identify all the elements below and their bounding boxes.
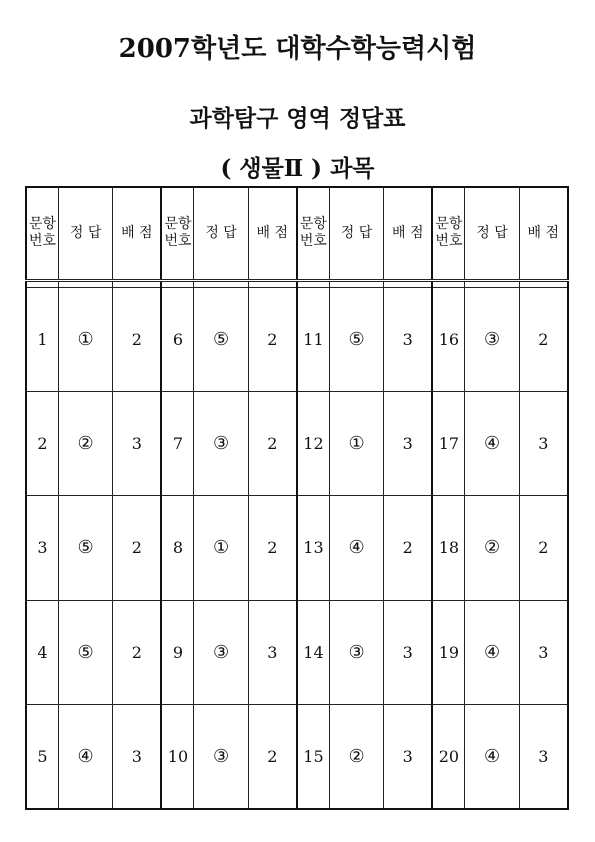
question-number-cell: 13	[297, 496, 330, 600]
subject-title: ( 생물Ⅱ ) 과목	[220, 155, 375, 182]
header-score: 배 점	[519, 187, 568, 280]
score-cell: 2	[384, 496, 433, 600]
answer-cell: ①	[329, 391, 383, 495]
header-divider-cell	[194, 280, 248, 287]
score-cell: 2	[113, 600, 162, 704]
answer-rows	[26, 287, 568, 809]
question-number-cell: 5	[26, 705, 59, 809]
score-cell: 3	[113, 391, 162, 495]
question-number-cell: 12	[297, 391, 330, 495]
document-subtitle: 과학탐구 영역 정답표	[189, 105, 406, 132]
score-cell: 3	[384, 705, 433, 809]
header-question-number: 문항 번호	[161, 187, 194, 280]
score-cell: 2	[248, 705, 297, 809]
answer-cell: ③	[194, 391, 248, 495]
question-number-cell: 9	[161, 600, 194, 704]
question-number-cell: 16	[432, 287, 465, 391]
score-cell: 3	[384, 287, 433, 391]
header-answer: 정 답	[329, 187, 383, 280]
answer-cell: ⑤	[194, 287, 248, 391]
answer-cell: ⑤	[59, 600, 113, 704]
question-number-cell: 20	[432, 705, 465, 809]
header-question-number: 문항 번호	[297, 187, 330, 280]
score-cell: 2	[248, 391, 297, 495]
score-cell: 3	[519, 705, 568, 809]
header-divider-cell	[59, 280, 113, 287]
score-cell: 3	[113, 705, 162, 809]
table-row	[26, 600, 568, 704]
score-cell: 2	[113, 287, 162, 391]
header-divider-cell	[26, 280, 59, 287]
question-number-cell: 11	[297, 287, 330, 391]
question-number-cell: 6	[161, 287, 194, 391]
answer-cell: ③	[465, 287, 519, 391]
score-cell: 2	[519, 496, 568, 600]
header-question-number: 문항 번호	[26, 187, 59, 280]
header-divider-cell	[432, 280, 465, 287]
header-divider-cell	[161, 280, 194, 287]
table-row	[26, 496, 568, 600]
answer-cell: ④	[465, 705, 519, 809]
answer-cell: ②	[59, 391, 113, 495]
header-score: 배 점	[248, 187, 297, 280]
question-number-cell: 17	[432, 391, 465, 495]
header-divider-cell	[329, 280, 383, 287]
score-cell: 3	[384, 391, 433, 495]
header-question-number: 문항 번호	[432, 187, 465, 280]
answer-cell: ①	[59, 287, 113, 391]
header-answer: 정 답	[59, 187, 113, 280]
header-score: 배 점	[113, 187, 162, 280]
question-number-cell: 10	[161, 705, 194, 809]
header-score: 배 점	[384, 187, 433, 280]
header-divider-cell	[248, 280, 297, 287]
answer-cell: ④	[465, 600, 519, 704]
header-divider-cell	[384, 280, 433, 287]
document-title: 2007학년도 대학수학능력시험	[118, 34, 477, 64]
header-row	[26, 187, 568, 280]
table-row	[26, 705, 568, 809]
score-cell: 3	[384, 600, 433, 704]
header-answer: 정 답	[465, 187, 519, 280]
answer-table	[25, 186, 569, 810]
answer-cell: ③	[194, 705, 248, 809]
answer-cell: ③	[329, 600, 383, 704]
answer-cell: ④	[465, 391, 519, 495]
question-number-cell: 14	[297, 600, 330, 704]
question-number-cell: 3	[26, 496, 59, 600]
score-cell: 3	[519, 600, 568, 704]
answer-cell: ⑤	[329, 287, 383, 391]
question-number-cell: 18	[432, 496, 465, 600]
header-divider	[26, 280, 568, 287]
header-divider-cell	[519, 280, 568, 287]
score-cell: 2	[248, 496, 297, 600]
answer-cell: ②	[465, 496, 519, 600]
answer-cell: ③	[194, 600, 248, 704]
header-divider-cell	[297, 280, 330, 287]
question-number-cell: 19	[432, 600, 465, 704]
question-number-cell: 2	[26, 391, 59, 495]
question-number-cell: 8	[161, 496, 194, 600]
question-number-cell: 4	[26, 600, 59, 704]
table-row	[26, 287, 568, 391]
header-divider-cell	[465, 280, 519, 287]
question-number-cell: 1	[26, 287, 59, 391]
answer-cell: ②	[329, 705, 383, 809]
score-cell: 2	[113, 496, 162, 600]
score-cell: 2	[248, 287, 297, 391]
header-answer: 정 답	[194, 187, 248, 280]
answer-cell: ⑤	[59, 496, 113, 600]
header-divider-cell	[113, 280, 162, 287]
score-cell: 3	[248, 600, 297, 704]
score-cell: 2	[519, 287, 568, 391]
score-cell: 3	[519, 391, 568, 495]
question-number-cell: 15	[297, 705, 330, 809]
answer-cell: ④	[329, 496, 383, 600]
answer-cell: ①	[194, 496, 248, 600]
question-number-cell: 7	[161, 391, 194, 495]
answer-cell: ④	[59, 705, 113, 809]
table-row	[26, 391, 568, 495]
